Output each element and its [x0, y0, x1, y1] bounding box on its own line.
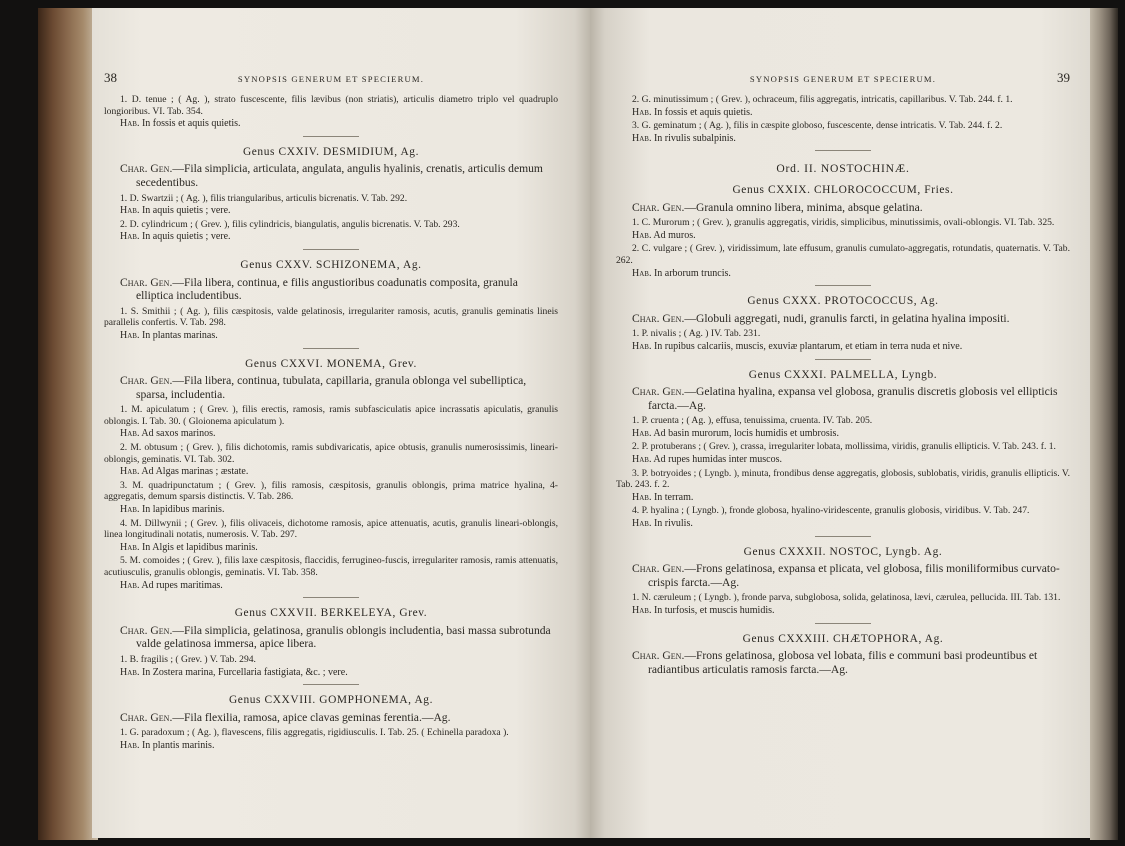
- species-entry: 1. P. nivalis ; ( Ag. ) IV. Tab. 231.: [632, 328, 761, 340]
- habitat-label: Hab.: [632, 427, 652, 439]
- genus-character: [120, 374, 558, 401]
- right-page-content: [616, 70, 1070, 679]
- character-label: Char. Gen.: [120, 374, 173, 388]
- habitat-label: Hab.: [632, 267, 652, 279]
- habitat-label: Hab.: [120, 504, 140, 516]
- habitat-text: In aquis quietis ; vere.: [139, 231, 231, 243]
- character-label: Char. Gen.: [632, 562, 685, 576]
- habitat-text: Ad muros.: [651, 229, 696, 241]
- section-divider: [815, 623, 871, 624]
- habitat-text: Ad rupes humidas inter muscos.: [651, 454, 782, 466]
- section-divider: [815, 536, 871, 537]
- habitat-line: [104, 428, 558, 440]
- character-text: —Granula omnino libera, minima, absque gelatina.: [684, 200, 923, 214]
- habitat-label: Hab.: [120, 231, 140, 243]
- habitat-label: Hab.: [120, 541, 140, 553]
- genus-character: [632, 312, 1070, 326]
- habitat-line: [104, 740, 558, 752]
- character-text: —Fila libera, continua, e filis angustioribus coadunatis composita, granula elliptica includentibus.: [136, 275, 518, 303]
- character-text: —Gelatina hyalina, expansa vel globosa, granulis discretis globosis vel ellipticis farcta.—Ag.: [648, 385, 1058, 412]
- habitat-line: [104, 667, 558, 679]
- section-divider: [303, 684, 359, 685]
- species-entry: 1. B. fragilis ; ( Grev. ) V. Tab. 294.: [120, 653, 256, 665]
- left-page-number: 38: [104, 70, 117, 85]
- species-entry: 2. G. minutissimum ; ( Grev. ), ochraceum, filis aggregatis, intricatis, capillaribus. V. Tab. 244. f. 1.: [632, 94, 1013, 105]
- order-heading: Ord. II. NOSTOCHINÆ.: [776, 162, 910, 176]
- habitat-label: Hab.: [632, 518, 652, 530]
- habitat-line: [616, 230, 1070, 242]
- habitat-text: In Algis et lapidibus marinis.: [139, 541, 258, 553]
- genus-heading: Genus CXXX. PROTOCOCCUS, Ag.: [747, 295, 939, 308]
- genus-character: [120, 162, 558, 189]
- species-entry: 4. P. hyalina ; ( Lyngb. ), fronde globosa, hyalino-viridescente, granulis globosis, viridibus. V. Tab. 247.: [632, 505, 1030, 517]
- character-text: —Fila simplicia, gelatinosa, granulis oblongis includentia, basi massa subrotunda valde gelatinosa immersa, apice libera.: [136, 623, 551, 651]
- section-divider: [815, 150, 871, 151]
- character-label: Char. Gen.: [632, 649, 685, 663]
- habitat-text: In lapidibus marinis.: [139, 504, 225, 516]
- habitat-line: [616, 605, 1070, 617]
- left-page: [92, 8, 590, 838]
- habitat-line: [616, 133, 1070, 145]
- habitat-label: Hab.: [632, 605, 652, 616]
- habitat-label: Hab.: [120, 329, 140, 341]
- species-entry: 1. C. Murorum ; ( Grev. ), granulis aggregatis, viridis, simplicibus, minutissimis, ovali-oblongis. VI. Tab. 325.: [632, 217, 1055, 229]
- habitat-line: [616, 428, 1070, 440]
- species-entry: 2. P. protuberans ; ( Grev. ), crassa, irregulariter lobata, mollissima, viridis, granulis ellipticis. V. Tab. 243. f. 1.: [632, 441, 1056, 453]
- habitat-line: [104, 330, 558, 342]
- right-page: [590, 8, 1090, 838]
- species-entry: 2. C. vulgare ; ( Grev. ), viridissimum, late effusum, granulis cumulato-aggregatis, rotundatis, quaternatis. V. Tab. 262.: [616, 243, 1070, 266]
- character-label: Char. Gen.: [632, 385, 685, 399]
- book-spine-edge: [38, 8, 98, 840]
- right-text-body: [616, 94, 1070, 676]
- habitat-label: Hab.: [632, 229, 652, 241]
- genus-heading: Genus CXXVI. MONEMA, Grev.: [245, 357, 417, 370]
- habitat-label: Hab.: [120, 579, 140, 591]
- habitat-line: [104, 504, 558, 516]
- habitat-line: [104, 118, 558, 130]
- species-entry: 4. M. Dillwynii ; ( Grev. ), filis olivaceis, dichotome ramosis, apice attenuatis, acutis, granulis lineari-oblongis, linea longitudinali notatis, numerosis. V. Tab. 297.: [104, 517, 558, 541]
- habitat-label: Hab.: [632, 340, 652, 352]
- character-label: Char. Gen.: [632, 311, 685, 325]
- habitat-text: In plantis marinis.: [139, 739, 215, 751]
- book-fore-edge: [1090, 8, 1118, 840]
- left-header-title: SYNOPSIS GENERUM ET SPECIERUM.: [237, 74, 425, 84]
- character-label: Char. Gen.: [632, 200, 685, 214]
- habitat-text: In rivulis subalpinis.: [651, 132, 736, 144]
- species-entry: 3. M. quadripunctatum ; ( Grev. ), filis ramosis, cæspitosis, granulis oblongis, prima matrice hyalina, 4-aggregatis, demum sparsis distinctis. V. Tab. 286.: [104, 479, 558, 503]
- habitat-line: [616, 492, 1070, 504]
- species-entry: 1. M. apiculatum ; ( Grev. ), filis erectis, ramosis, ramis subfasciculatis apice incrassatis apiculatis, granulis oblongis. I. Tab. 30. ( Gloionema apiculatum ).: [104, 404, 558, 427]
- habitat-text: In Zostera marina, Furcellaria fastigiata, &c. ; vere.: [139, 666, 348, 678]
- section-divider: [303, 136, 359, 137]
- habitat-text: In plantas marinas.: [139, 329, 218, 341]
- habitat-line: [616, 454, 1070, 466]
- habitat-text: In rivulis.: [651, 518, 693, 530]
- character-label: Char. Gen.: [120, 275, 173, 289]
- species-entry: 1. P. cruenta ; ( Ag. ), effusa, tenuissima, cruenta. IV. Tab. 205.: [632, 415, 873, 427]
- character-label: Char. Gen.: [120, 162, 173, 176]
- species-entry: 2. M. obtusum ; ( Grev. ), filis dichotomis, ramis subdivaricatis, apice obtusis, granulis numerosissimis, lineari-oblongis, geminatis. VI. Tab. 302.: [104, 442, 558, 465]
- genus-character: [120, 711, 558, 725]
- habitat-line: [104, 205, 558, 217]
- habitat-label: Hab.: [120, 666, 140, 678]
- right-running-header: [616, 70, 1070, 92]
- habitat-text: In rupibus calcariis, muscis, exuviæ plantarum, et etiam in terra nuda et nive.: [651, 340, 963, 352]
- left-text-body: [104, 94, 558, 752]
- section-divider: [303, 597, 359, 598]
- character-text: —Fila libera, continua, tubulata, capillaria, granula oblonga vel subelliptica, sparsa, includentia.: [136, 374, 527, 401]
- habitat-line: [616, 107, 1070, 119]
- species-entry: 3. G. geminatum ; ( Ag. ), filis in cæspite globoso, fuscescente, dense intricatis. V. Tab. 244. f. 2.: [632, 120, 1003, 132]
- habitat-text: In arborum truncis.: [651, 267, 731, 279]
- habitat-text: In aquis quietis ; vere.: [139, 205, 231, 217]
- species-entry: 1. N. cæruleum ; ( Lyngb. ), fronde parva, subglobosa, solida, gelatinosa, lævi, cærulea, pellucida. III. Tab. 131.: [632, 592, 1061, 604]
- character-text: —Fila flexilia, ramosa, apice clavas geminas ferentia.—Ag.: [172, 710, 451, 724]
- habitat-label: Hab.: [120, 118, 140, 130]
- species-entry: 1. D. Swartzii ; ( Ag. ), filis triangularibus, articulis bicrenatis. V. Tab. 292.: [120, 192, 408, 204]
- species-entry: 2. D. cylindricum ; ( Grev. ), filis cylindricis, biangulatis, angulis bicrenatis. V. Tab. 293.: [120, 218, 460, 230]
- genus-character: [632, 562, 1070, 589]
- habitat-text: In fossis et aquis quietis.: [651, 106, 753, 118]
- habitat-text: Ad rupes maritimas.: [139, 579, 223, 591]
- habitat-label: Hab.: [632, 491, 652, 503]
- section-divider: [815, 359, 871, 360]
- habitat-label: Hab.: [632, 454, 652, 466]
- habitat-line: [616, 268, 1070, 280]
- habitat-line: [104, 580, 558, 592]
- right-page-number: 39: [1057, 70, 1070, 85]
- character-label: Char. Gen.: [120, 623, 173, 637]
- habitat-text: In fossis et aquis quietis.: [139, 118, 241, 130]
- species-entry: 5. M. comoides ; ( Grev. ), filis laxe cæspitosis, flaccidis, ferrugineo-fuscis, irregulariter ramosis, ramis attenuatis, acutiusculis, granulis oblongis, geminatis. VI. Tab. 358.: [104, 555, 558, 578]
- habitat-text: Ad Algas marinas ; æstate.: [139, 466, 249, 478]
- right-header-title: SYNOPSIS GENERUM ET SPECIERUM.: [749, 74, 937, 84]
- genus-character: [632, 649, 1070, 676]
- habitat-line: [104, 231, 558, 243]
- habitat-line: [616, 518, 1070, 530]
- habitat-text: Ad basin murorum, locis humidis et umbrosis.: [651, 427, 839, 439]
- species-entry: 1. G. paradoxum ; ( Ag. ), flavescens, filis aggregatis, rigidiusculis. I. Tab. 25. ( Echinella paradoxa ).: [120, 727, 509, 739]
- section-divider: [303, 249, 359, 250]
- left-running-header: [104, 70, 558, 92]
- genus-heading: Genus CXXIX. CHLOROCOCCUM, Fries.: [732, 183, 954, 196]
- genus-heading: Genus CXXXII. NOSTOC, Lyngb. Ag.: [743, 545, 943, 558]
- character-text: —Fila simplicia, articulata, angulata, angulis hyalinis, crenatis, articulis demum secedentibus.: [136, 162, 543, 189]
- species-entry: 1. S. Smithii ; ( Ag. ), filis cæspitosis, valde gelatinosis, irregulariter ramosis, acutis, granulis geminatis lineis parallelis confertis. V. Tab. 298.: [104, 305, 558, 329]
- character-label: Char. Gen.: [120, 710, 173, 724]
- genus-heading: Genus CXXV. SCHIZONEMA, Ag.: [240, 258, 422, 271]
- habitat-label: Hab.: [120, 739, 140, 751]
- character-text: —Frons gelatinosa, globosa vel lobata, filis e communi basi prodeuntibus et radiantibus articulatis ramosis farcta.—Ag.: [648, 649, 1038, 676]
- habitat-label: Hab.: [632, 106, 652, 118]
- species-entry: 1. D. tenue ; ( Ag. ), strato fuscescente, filis lævibus (non striatis), articulis diametro triplo vel quadruplo longioribus. VI. Tab. 354.: [104, 94, 558, 117]
- genus-heading: Genus CXXVII. BERKELEYA, Grev.: [234, 607, 428, 620]
- character-text: —Globuli aggregati, nudi, granulis farcti, in gelatina hyalina impositi.: [684, 311, 1010, 325]
- habitat-text: In turfosis, et muscis humidis.: [651, 605, 775, 616]
- genus-character: [632, 385, 1070, 412]
- habitat-label: Hab.: [120, 205, 140, 217]
- habitat-line: [104, 542, 558, 554]
- habitat-line: [104, 466, 558, 478]
- habitat-label: Hab.: [120, 428, 140, 440]
- character-text: —Frons gelatinosa, expansa et plicata, vel globosa, filis moniliformibus curvato-crispis farcta.—Ag.: [648, 562, 1060, 589]
- genus-heading: Genus CXXVIII. GOMPHONEMA, Ag.: [228, 694, 434, 707]
- genus-character: [632, 201, 1070, 215]
- genus-heading: Genus CXXXI. PALMELLA, Lyngb.: [748, 368, 938, 381]
- habitat-text: Ad saxos marinos.: [139, 428, 216, 440]
- section-divider: [815, 285, 871, 286]
- section-divider: [303, 348, 359, 349]
- genus-heading: Genus CXXIV. DESMIDIUM, Ag.: [242, 145, 420, 158]
- genus-heading: Genus CXXXIII. CHÆTOPHORA, Ag.: [742, 632, 944, 645]
- habitat-line: [616, 341, 1070, 353]
- genus-character: [120, 624, 558, 651]
- habitat-text: In terram.: [651, 491, 694, 503]
- left-page-content: [104, 70, 558, 752]
- species-entry: 3. P. botryoides ; ( Lyngb. ), minuta, frondibus dense aggregatis, globosis, sublobatis, viridis, granulis ellipticis. V. Tab. 243. f. 2.: [616, 467, 1070, 491]
- habitat-label: Hab.: [120, 466, 140, 478]
- habitat-label: Hab.: [632, 132, 652, 144]
- genus-character: [120, 276, 558, 303]
